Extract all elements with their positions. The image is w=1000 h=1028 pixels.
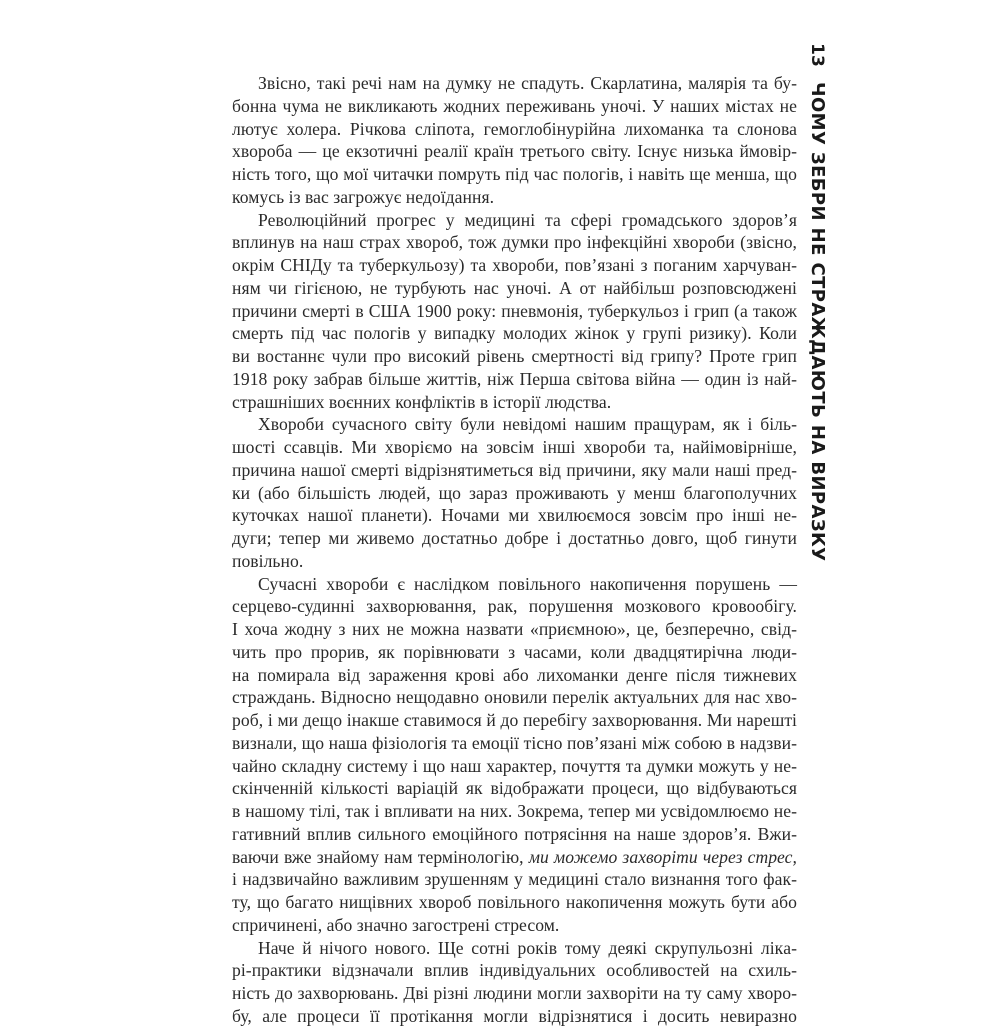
text-line	[232, 914, 797, 937]
text-line	[232, 982, 797, 1005]
text-line-content: причина нашої смерті відрізнятиметься від причини, яку мали наші пред-	[232, 459, 797, 480]
text-line-content: і надзвичайно важливим зрушенням у медицині стало визнання того фак-	[232, 869, 797, 890]
text-line-content: Звісно, такі речі нам на думку не спадуть. Скарлатина, малярія та бу-	[258, 73, 797, 93]
body-text	[232, 72, 797, 1028]
text-line-content: смерть під час пологів у випадку молодих жінок у групі ризику). Коли	[232, 323, 797, 344]
text-line-content: ви востаннє чули про високий рівень смертності від грипу? Проте грип	[232, 346, 797, 366]
text-line-content: 1918 року забрав більше життів, ніж Перша світова війна — один із най-	[232, 368, 797, 389]
text-line-content: дуги; тепер ми живемо достатньо добре і достатньо довго, щоб гинути	[232, 528, 797, 548]
text-line-content: шості ссавців. Ми хворіємо на зовсім інші хвороби та, найімовірніше,	[232, 437, 797, 457]
text-line	[232, 777, 797, 800]
text-line-content: І хоча жодну з них не можна назвати «приємною», це, безперечно, свід-	[232, 619, 797, 639]
text-line	[232, 755, 797, 778]
text-line	[232, 391, 797, 414]
text-line-content: рі-практики відзначали вплив індивідуальних особливостей на схиль-	[232, 960, 797, 981]
text-line-content: ність того, що мої читачки помруть під час пологів, і навіть ще менша, що	[232, 164, 797, 184]
text-line	[232, 891, 797, 914]
text-line-content: повільно.	[232, 550, 304, 571]
text-line-content: бу, але процеси її протікання могли відрізнятися і досить невиразно	[232, 1005, 797, 1026]
text-line	[232, 573, 797, 596]
italic-phrase: ми можемо захворіти через стрес,	[528, 846, 797, 867]
text-line-content: скінченній кількості варіацій як відображати процеси, що відбуваються	[232, 778, 797, 799]
text-line-content: Наче й нічого нового. Ще сотні років тому деякі скрупульозні лікa-	[258, 937, 797, 958]
text-line-content: причини смерті в США 1900 року: пневмонія, туберкульоз і грип (а також	[232, 300, 797, 321]
running-head: ЧОМУ ЗЕБРИ НЕ СТРАЖДАЮТЬ НА ВИРАЗКУ	[807, 82, 828, 562]
text-line	[232, 72, 797, 95]
text-line	[232, 618, 797, 641]
text-line-content: ням чи гігієною, не турбують нас уночі. А от найбільш розповсюджені	[232, 277, 797, 298]
text-line-content: роб, і ми дещо інакше ставимося й до перебігу захворювання. Ми нарешті	[232, 710, 797, 730]
text-line	[232, 436, 797, 459]
text-line-content: комусь із вас загрожує недоїдання.	[232, 186, 495, 207]
text-line-content: чайно складну систему і що наш характер, почуття та думки можуть у не-	[232, 755, 797, 776]
text-line	[232, 254, 797, 277]
text-line	[232, 300, 797, 323]
text-line	[232, 163, 797, 186]
text-line	[232, 482, 797, 505]
text-line-content: вплинув на наш страх хвороб, тож думки про інфекційні хвороби (звісно,	[232, 232, 797, 253]
text-line-content: бонна чума не викликають жодних переживань уночі. У наших містах не	[232, 95, 797, 116]
text-line	[232, 459, 797, 482]
text-line	[232, 95, 797, 118]
text-line	[232, 595, 797, 618]
text-line-content: лютує холера. Річкова сліпота, гемоглобінурійна лихоманка та слонова	[232, 118, 797, 139]
text-line	[232, 413, 797, 436]
text-line-content: ки (або більшість людей, що зараз проживають у менш благополучних	[232, 482, 797, 503]
text-line-content: хвороба — це екзотичні реалії країн третього світу. Існує низька ймовір-	[232, 141, 797, 162]
text-line	[232, 186, 797, 209]
text-line	[232, 937, 797, 960]
text-line	[232, 823, 797, 846]
text-line	[232, 959, 797, 982]
text-line	[232, 732, 797, 755]
text-line-content: на помирала від зараження крові або лихоманки денге після тижневих	[232, 664, 797, 685]
text-line-content: куточках нашої планети). Ночами ми хвилюємося зовсім про інші не-	[232, 505, 797, 526]
text-line-content: чить про прорив, як порівнювати з часами, коли двадцятирічна люди-	[232, 641, 797, 662]
text-line	[232, 345, 797, 368]
text-line-content: гативний вплив сильного емоційного потрясіння на наше здоров’я. Вжи-	[232, 823, 797, 844]
text-line	[232, 231, 797, 254]
text-line	[232, 641, 797, 664]
text-line	[232, 868, 797, 891]
text-line-content: Сучасні хвороби є наслідком повільного накопичення порушень —	[258, 573, 797, 594]
text-line	[232, 209, 797, 232]
text-line	[232, 322, 797, 345]
text-line	[232, 800, 797, 823]
text-line-content: ність до захворювань. Дві різні людини могли захворіти на ту саму хворо-	[232, 983, 797, 1003]
text-line-content: в нашому тілі, так і впливати на них. Зокрема, тепер ми усвідомлюємо не-	[232, 801, 797, 821]
text-line-content: Революційний прогрес у медицині та сфері громадського здоров’я	[258, 209, 797, 230]
text-line	[232, 140, 797, 163]
text-line	[232, 686, 797, 709]
text-line	[232, 709, 797, 732]
text-line	[232, 368, 797, 391]
text-line	[232, 527, 797, 550]
text-line-content: ту, що багато нищівних хвороб повільного накопичення можуть бути або	[232, 892, 797, 912]
page-number: 13	[807, 43, 827, 67]
text-line-content: Хвороби сучасного світу були невідомі нашим пращурам, як і біль-	[258, 414, 797, 435]
text-line-content: серцево-судинні захворювання, рак, порушення мозкового кровообігу.	[232, 596, 797, 617]
text-line-content: спричинені, або значно загострені стресом.	[232, 914, 560, 935]
text-line-content: страшніших воєнних конфліктів в історії людства.	[232, 391, 612, 412]
text-line	[232, 550, 797, 573]
text-line	[232, 118, 797, 141]
text-line	[232, 277, 797, 300]
text-line	[232, 846, 797, 869]
text-line	[232, 1005, 797, 1028]
text-line-content: страждань. Відносно нещодавно оновили перелік актуальних для нас хво-	[232, 687, 797, 708]
text-line	[232, 504, 797, 527]
text-line-content: окрім СНІДу та туберкульозу) та хвороби, пов’язані з поганим харчуван-	[232, 255, 797, 275]
text-line-content: визнали, що наша фізіологія та емоції тісно пов’язані між собою в надзви-	[232, 732, 797, 753]
text-line	[232, 664, 797, 687]
text-line-content: ваючи вже знайому нам термінологію,	[232, 846, 529, 867]
